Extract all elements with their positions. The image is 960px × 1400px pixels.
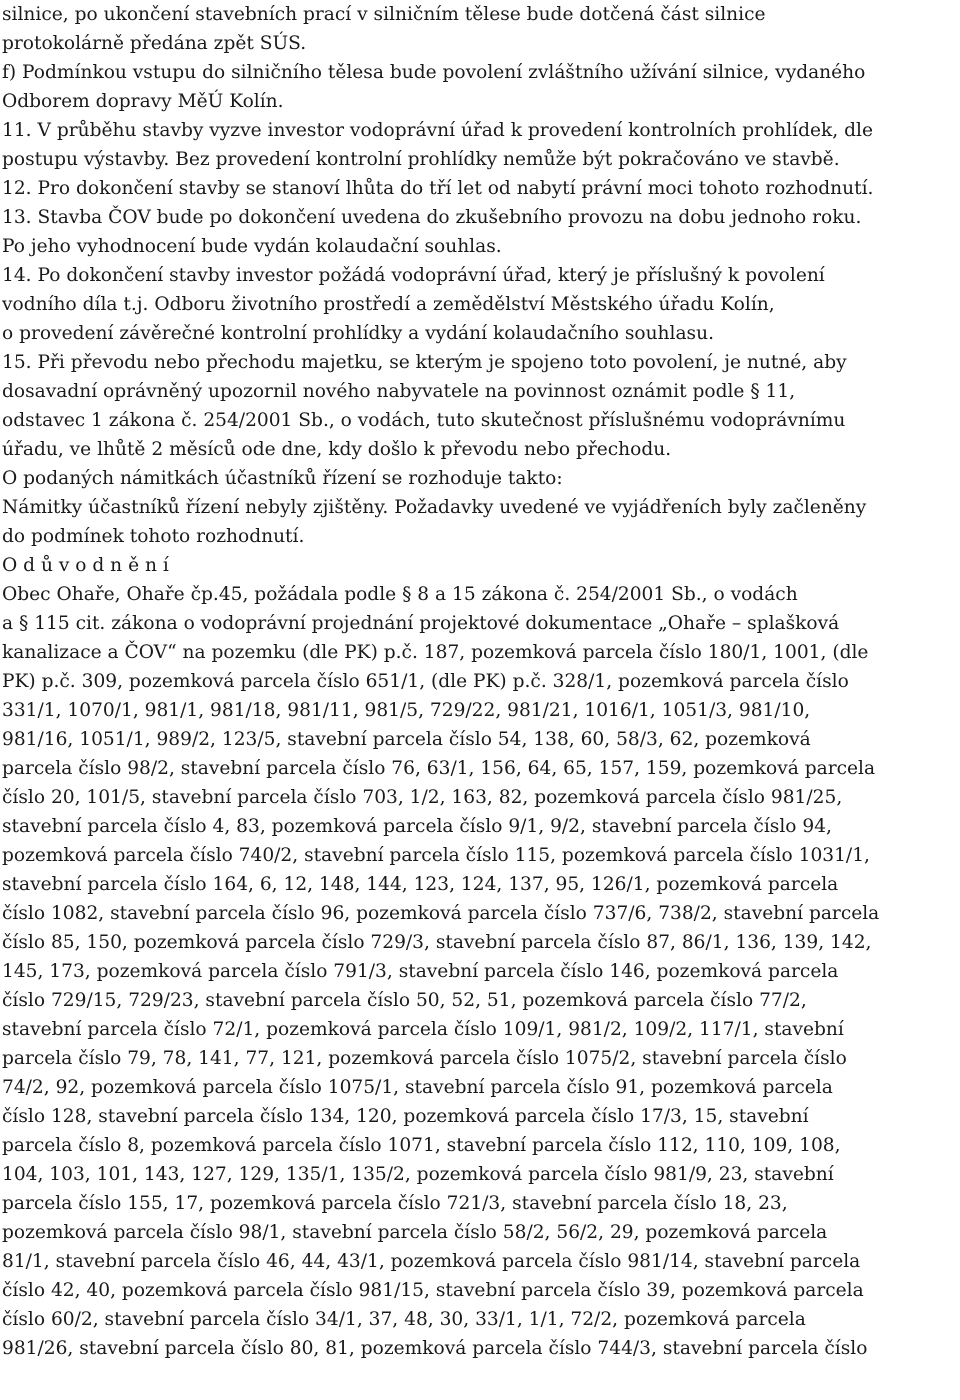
text-line: Námitky účastníků řízení nebyly zjištěny. Požadavky uvedené ve vyjádřeních byly začleněny: [2, 497, 867, 518]
text-line: úřadu, ve lhůtě 2 měsíců ode dne, kdy došlo k převodu nebo přechodu.: [2, 439, 672, 460]
text-line: vodního díla t.j. Odboru životního prostředí a zemědělství Městského úřadu Kolín,: [2, 294, 775, 315]
text-line: 74/2, 92, pozemková parcela číslo 1075/1, stavební parcela číslo 91, pozemková parcela: [2, 1077, 833, 1098]
text-line: 104, 103, 101, 143, 127, 129, 135/1, 135/2, pozemková parcela číslo 981/9, 23, stavební: [2, 1164, 834, 1185]
text-line: číslo 128, stavební parcela číslo 134, 120, pozemková parcela číslo 17/3, 15, stavební: [2, 1106, 809, 1127]
text-line: pozemková parcela číslo 98/1, stavební parcela číslo 58/2, 56/2, 29, pozemková parcela: [2, 1222, 828, 1243]
text-line: do podmínek tohoto rozhodnutí.: [2, 526, 305, 547]
text-line: parcela číslo 98/2, stavební parcela číslo 76, 63/1, 156, 64, 65, 157, 159, pozemková parcela: [2, 758, 876, 779]
text-line: Po jeho vyhodnocení bude vydán kolaudační souhlas.: [2, 236, 502, 257]
text-line: o provedení závěrečné kontrolní prohlídky a vydání kolaudačního souhlasu.: [2, 323, 714, 344]
text-line: O podaných námitkách účastníků řízení se rozhoduje takto:: [2, 468, 563, 489]
text-line: číslo 20, 101/5, stavební parcela číslo 703, 1/2, 163, 82, pozemková parcela číslo 981/25,: [2, 787, 843, 808]
text-line: číslo 60/2, stavební parcela číslo 34/1, 37, 48, 30, 33/1, 1/1, 72/2, pozemková parcela: [2, 1309, 806, 1330]
text-line: stavební parcela číslo 72/1, pozemková parcela číslo 109/1, 981/2, 109/2, 117/1, stavební: [2, 1019, 844, 1040]
text-line: číslo 1082, stavební parcela číslo 96, pozemková parcela číslo 737/6, 738/2, stavební parcela: [2, 903, 880, 924]
text-line: 981/16, 1051/1, 989/2, 123/5, stavební parcela číslo 54, 138, 60, 58/3, 62, pozemková: [2, 729, 811, 750]
text-line: a § 115 cit. zákona o vodoprávní projednání projektové dokumentace „Ohaře – splašková: [2, 613, 840, 634]
text-line: PK) p.č. 309, pozemková parcela číslo 651/1, (dle PK) p.č. 328/1, pozemková parcela číslo: [2, 671, 849, 692]
text-line: 81/1, stavební parcela číslo 46, 44, 43/1, pozemková parcela číslo 981/14, stavební parcela: [2, 1251, 861, 1272]
text-line: 13. Stavba ČOV bude po dokončení uvedena do zkušebního provozu na dobu jednoho roku.: [2, 207, 862, 228]
text-line: 15. Při převodu nebo přechodu majetku, se kterým je spojeno toto povolení, je nutné, aby: [2, 352, 847, 373]
text-line: dosavadní oprávněný upozornil nového nabyvatele na povinnost oznámit podle § 11,: [2, 381, 796, 402]
text-line: 981/26, stavební parcela číslo 80, 81, pozemková parcela číslo 744/3, stavební parcela číslo: [2, 1338, 868, 1359]
text-line: stavební parcela číslo 164, 6, 12, 148, 144, 123, 124, 137, 95, 126/1, pozemková parcela: [2, 874, 839, 895]
text-line: postupu výstavby. Bez provedení kontrolní prohlídky nemůže být pokračováno ve stavbě.: [2, 149, 840, 170]
text-line: číslo 42, 40, pozemková parcela číslo 981/15, stavební parcela číslo 39, pozemková parcela: [2, 1280, 864, 1301]
text-line: parcela číslo 155, 17, pozemková parcela číslo 721/3, stavební parcela číslo 18, 23,: [2, 1193, 788, 1214]
text-line: 14. Po dokončení stavby investor požádá vodoprávní úřad, který je příslušný k povolení: [2, 265, 825, 286]
document-body: [2, 0, 957, 1363]
text-line: parcela číslo 79, 78, 141, 77, 121, pozemková parcela číslo 1075/2, stavební parcela číslo: [2, 1048, 847, 1069]
text-line: 145, 173, pozemková parcela číslo 791/3, stavební parcela číslo 146, pozemková parcela: [2, 961, 839, 982]
text-line: číslo 85, 150, pozemková parcela číslo 729/3, stavební parcela číslo 87, 86/1, 136, 139, 142,: [2, 932, 872, 953]
text-line: O d ů v o d n ě n í: [2, 555, 169, 576]
text-line: Obec Ohaře, Ohaře čp.45, požádala podle § 8 a 15 zákona č. 254/2001 Sb., o vodách: [2, 584, 798, 605]
text-line: silnice, po ukončení stavebních prací v silničním tělese bude dotčená část silnice: [2, 4, 766, 25]
text-line: 12. Pro dokončení stavby se stanoví lhůta do tří let od nabytí právní moci tohoto rozhodnutí.: [2, 178, 874, 199]
text-line: pozemková parcela číslo 740/2, stavební parcela číslo 115, pozemková parcela číslo 1031/1,: [2, 845, 870, 866]
text-line: kanalizace a ČOV“ na pozemku (dle PK) p.č. 187, pozemková parcela číslo 180/1, 1001, (dle: [2, 642, 869, 663]
text-line: číslo 729/15, 729/23, stavební parcela číslo 50, 52, 51, pozemková parcela číslo 77/2,: [2, 990, 807, 1011]
text-line: parcela číslo 8, pozemková parcela číslo 1071, stavební parcela číslo 112, 110, 109, 108,: [2, 1135, 841, 1156]
text-line: protokolárně předána zpět SÚS.: [2, 33, 307, 54]
text-line: stavební parcela číslo 4, 83, pozemková parcela číslo 9/1, 9/2, stavební parcela číslo 94,: [2, 816, 832, 837]
text-line: Odborem dopravy MěÚ Kolín.: [2, 91, 284, 112]
text-line: 11. V průběhu stavby vyzve investor vodoprávní úřad k provedení kontrolních prohlídek, dle: [2, 120, 873, 141]
text-line: odstavec 1 zákona č. 254/2001 Sb., o vodách, tuto skutečnost příslušnému vodoprávnímu: [2, 410, 846, 431]
text-line: f) Podmínkou vstupu do silničního tělesa bude povolení zvláštního užívání silnice, vydaného: [2, 62, 866, 83]
text-line: 331/1, 1070/1, 981/1, 981/18, 981/11, 981/5, 729/22, 981/21, 1016/1, 1051/3, 981/10,: [2, 700, 811, 721]
